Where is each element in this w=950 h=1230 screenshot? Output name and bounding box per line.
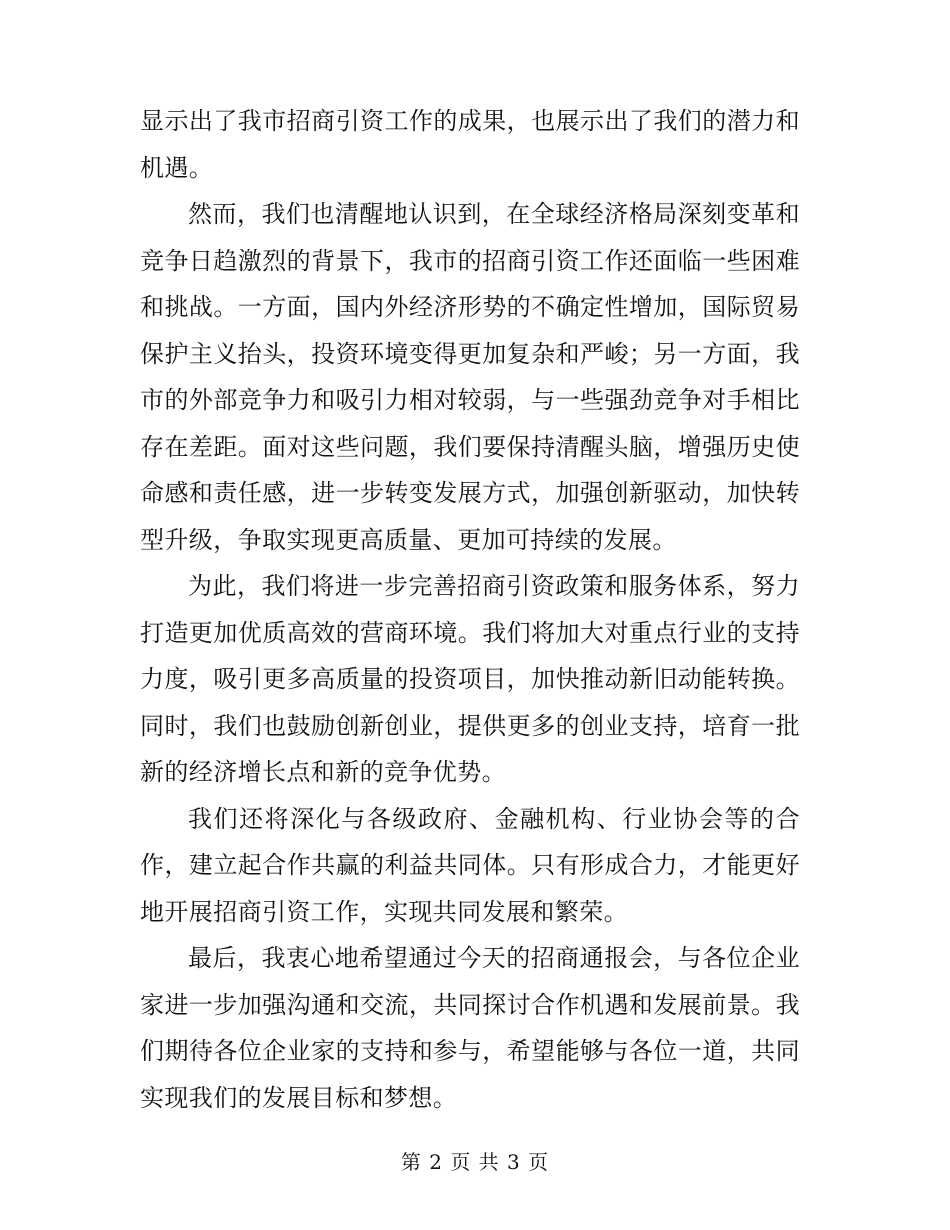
page-number-footer: 第 2 页 共 3 页	[400, 1150, 550, 1174]
paragraph-closing: 最后，我衷心地希望通过今天的招商通报会，与各位企业家进一步加强沟通和交流，共同探讨合作机遇和发展前景。我们期待各位企业家的支持和参与，希望能够与各位一道，共同实现我们的发展目标和梦想。	[140, 944, 800, 1112]
paragraph-cooperation: 我们还将深化与各级政府、金融机构、行业协会等的合作，建立起合作共赢的利益共同体。只有形成合力，才能更好地开展招商引资工作，实现共同发展和繁荣。	[140, 804, 800, 926]
paragraph-challenges: 然而，我们也清醒地认识到，在全球经济格局深刻变革和竞争日趋激烈的背景下，我市的招商引资工作还面临一些困难和挑战。一方面，国内外经济形势的不确定性增加，国际贸易保护主义抬头，投资环境变得更加复杂和严峻；另一方面，我市的外部竞争力和吸引力相对较弱，与一些强劲竞争对手相比存在差距。面对这些问题，我们要保持清醒头脑，增强历史使命感和责任感，进一步转变发展方式，加强创新驱动，加快转型升级，争取实现更高质量、更加可持续的发展。	[140, 200, 800, 554]
document-body	[140, 98, 800, 1121]
paragraph-policy: 为此，我们将进一步完善招商引资政策和服务体系，努力打造更加优质高效的营商环境。我们将加大对重点行业的支持力度，吸引更多高质量的投资项目，加快推动新旧动能转换。同时，我们也鼓励创新创业，提供更多的创业支持，培育一批新的经济增长点和新的竞争优势。	[140, 572, 800, 786]
paragraph-continued: 显示出了我市招商引资工作的成果，也展示出了我们的潜力和机遇。	[140, 107, 800, 182]
